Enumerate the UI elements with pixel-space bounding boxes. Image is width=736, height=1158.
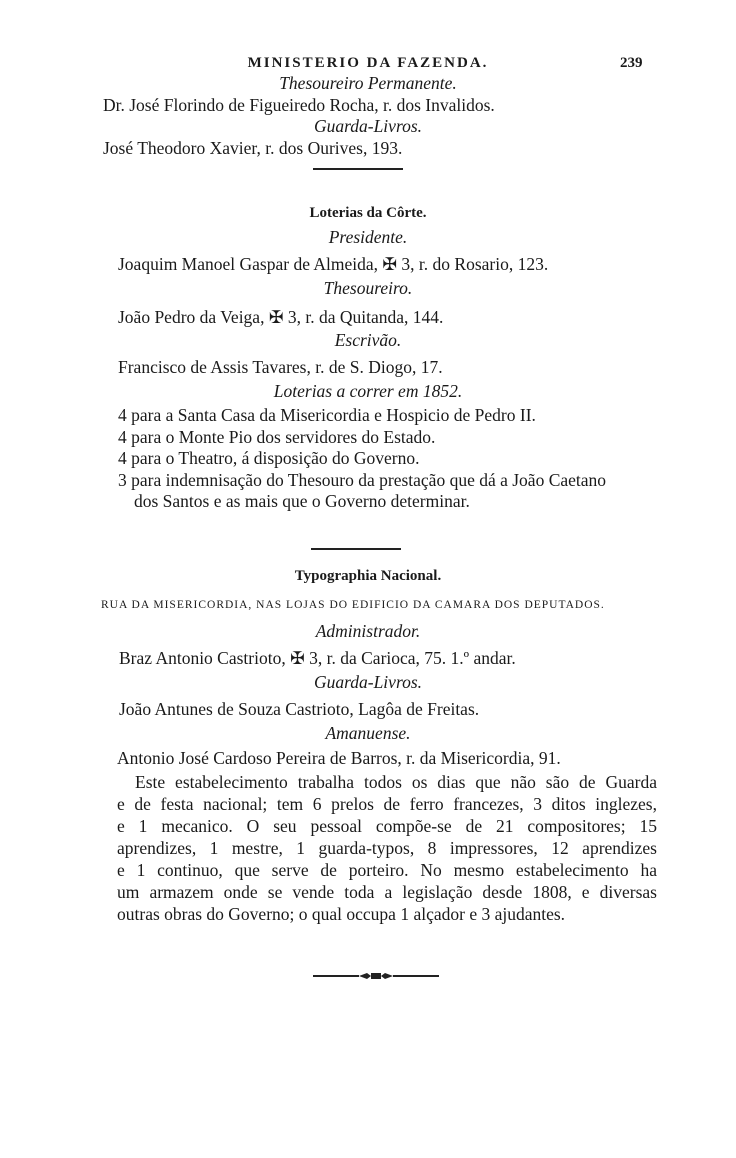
list-item-continuation: dos Santos e as mais que o Governo determinar. — [134, 491, 470, 511]
entry-line: Antonio José Cardoso Pereira de Barros, r. da Misericordia, 91. — [117, 748, 561, 768]
section-divider — [313, 168, 403, 170]
list-item: 4 para o Theatro, á disposição do Governo. — [118, 448, 420, 468]
list-item: 4 para a Santa Casa da Misericordia e Hospicio de Pedro II. — [118, 405, 536, 425]
page-number: 239 — [620, 55, 643, 71]
role-heading: Presidente. — [328, 227, 408, 247]
role-heading: Thesoureiro. — [323, 278, 413, 298]
section-divider — [311, 548, 401, 550]
role-heading: Guarda-Livros. — [313, 116, 423, 136]
subheading: Loterias a correr em 1852. — [273, 381, 463, 401]
paragraph-line: aprendizes, 1 mestre, 1 guarda-typos, 8 impressores, 12 aprendizes — [117, 838, 657, 858]
entry-line: João Pedro da Veiga, ✠ 3, r. da Quitanda, 144. — [118, 307, 444, 327]
list-item: 3 para indemnisação do Thesouro da prestação que dá a João Caetano — [118, 470, 607, 490]
list-item: 4 para o Monte Pio dos servidores do Estado. — [118, 427, 436, 447]
entry-line: Braz Antonio Castrioto, ✠ 3, r. da Carioca, 75. 1.º andar. — [119, 648, 516, 668]
paragraph-line: e 1 continuo, que serve de porteiro. No mesmo estabelecimento ha — [117, 860, 657, 880]
running-header: MINISTERIO DA FAZENDA. — [247, 55, 489, 71]
paragraph-line: um armazem onde se vende toda a legislação desde 1808, e diversas — [117, 882, 657, 902]
end-ornament — [313, 972, 439, 980]
entry-line: Dr. José Florindo de Figueiredo Rocha, r. dos Invalidos. — [103, 95, 495, 115]
role-heading: Guarda-Livros. — [313, 672, 423, 692]
paragraph-line: outras obras do Governo; o qual occupa 1 alçador e 3 ajudantes. — [117, 904, 566, 924]
paragraph-line: e 1 mecanico. O seu pessoal compõe-se de 21 compositores; 15 — [117, 816, 657, 836]
role-heading: Administrador. — [315, 621, 421, 641]
paragraph-line: Este estabelecimento trabalha todos os dias que não são de Guarda — [135, 772, 657, 792]
entry-line: José Theodoro Xavier, r. dos Ourives, 193. — [103, 138, 403, 158]
paragraph-line: e de festa nacional; tem 6 prelos de ferro francezes, 3 ditos inglezes, — [117, 794, 657, 814]
address-line: RUA DA MISERICORDIA, NAS LOJAS DO EDIFICIO DA CAMARA DOS DEPUTADOS. — [101, 599, 605, 611]
section-heading: Loterias da Côrte. — [309, 205, 427, 221]
role-heading: Escrivão. — [334, 330, 402, 350]
section-heading: Typographia Nacional. — [294, 568, 442, 584]
entry-line: Francisco de Assis Tavares, r. de S. Diogo, 17. — [118, 357, 443, 377]
entry-line: João Antunes de Souza Castrioto, Lagôa de Freitas. — [119, 699, 480, 719]
entry-line: Joaquim Manoel Gaspar de Almeida, ✠ 3, r. do Rosario, 123. — [118, 254, 549, 274]
role-heading: Amanuense. — [325, 723, 411, 743]
role-heading: Thesoureiro Permanente. — [279, 73, 457, 93]
